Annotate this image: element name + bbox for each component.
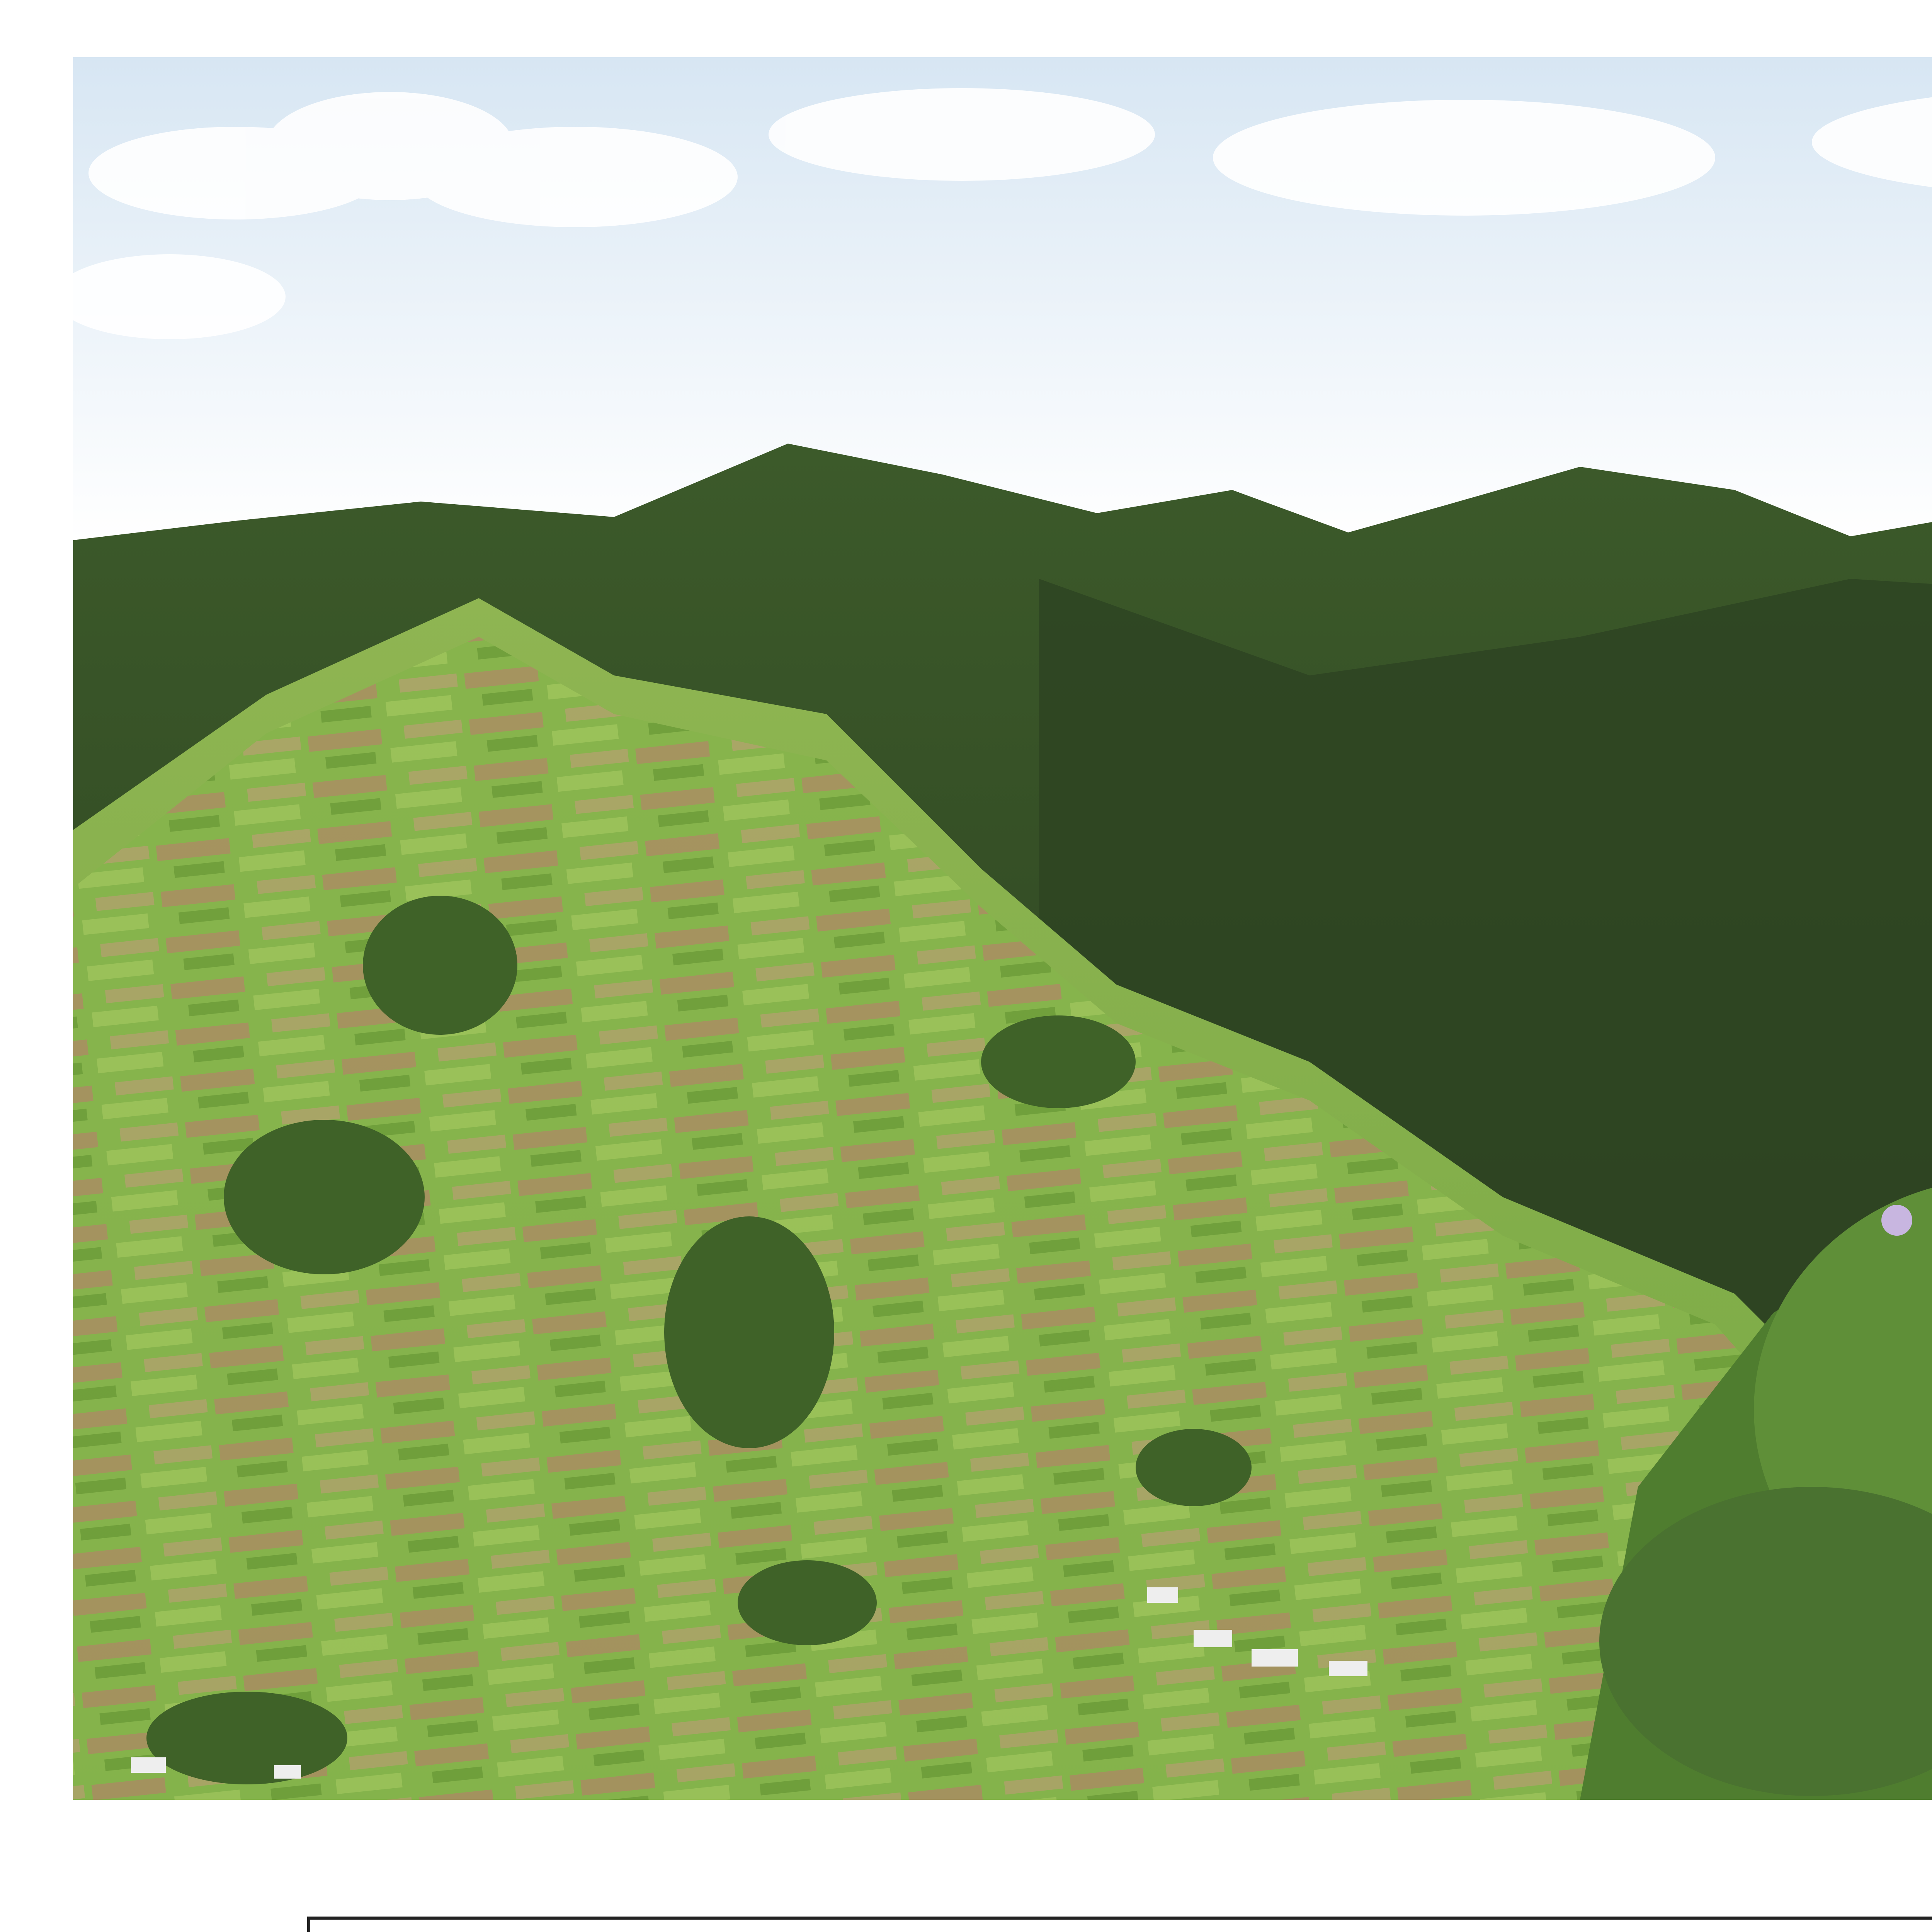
flower [1881,1205,1912,1236]
landscape-illustration [73,57,1932,1800]
landscape-photo [73,57,1932,1800]
caption-box [307,1917,1932,1932]
